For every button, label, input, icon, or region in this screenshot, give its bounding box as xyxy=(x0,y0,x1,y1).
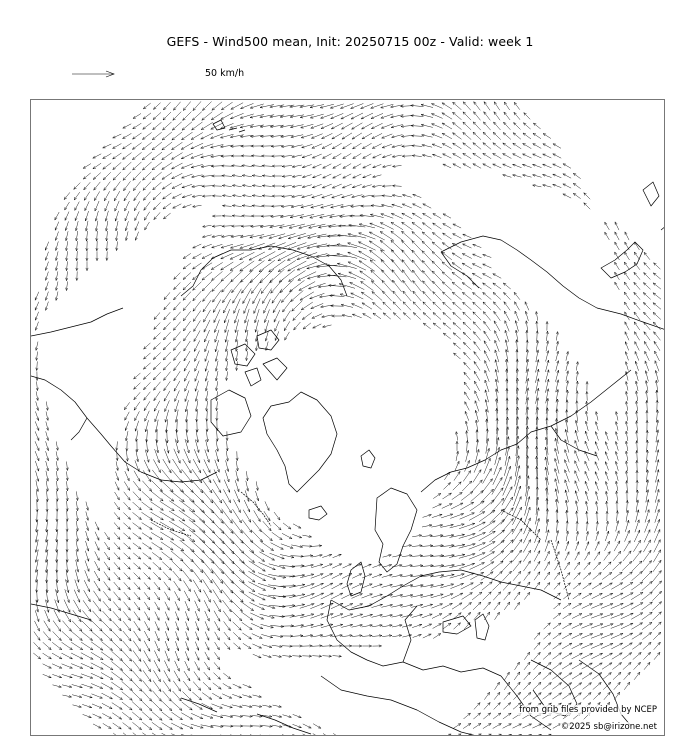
reference-vector-arrow xyxy=(72,66,118,80)
wind-map xyxy=(30,99,665,736)
reference-vector-label: 50 km/h xyxy=(205,68,245,79)
data-source-credit: from grib files provided by NCEP xyxy=(519,705,657,715)
wind-vector-field xyxy=(31,100,665,736)
copyright-credit: ©2025 sb@irizone.net xyxy=(560,722,657,732)
map-title: GEFS - Wind500 mean, Init: 20250715 00z - Valid: week 1 xyxy=(166,34,534,49)
